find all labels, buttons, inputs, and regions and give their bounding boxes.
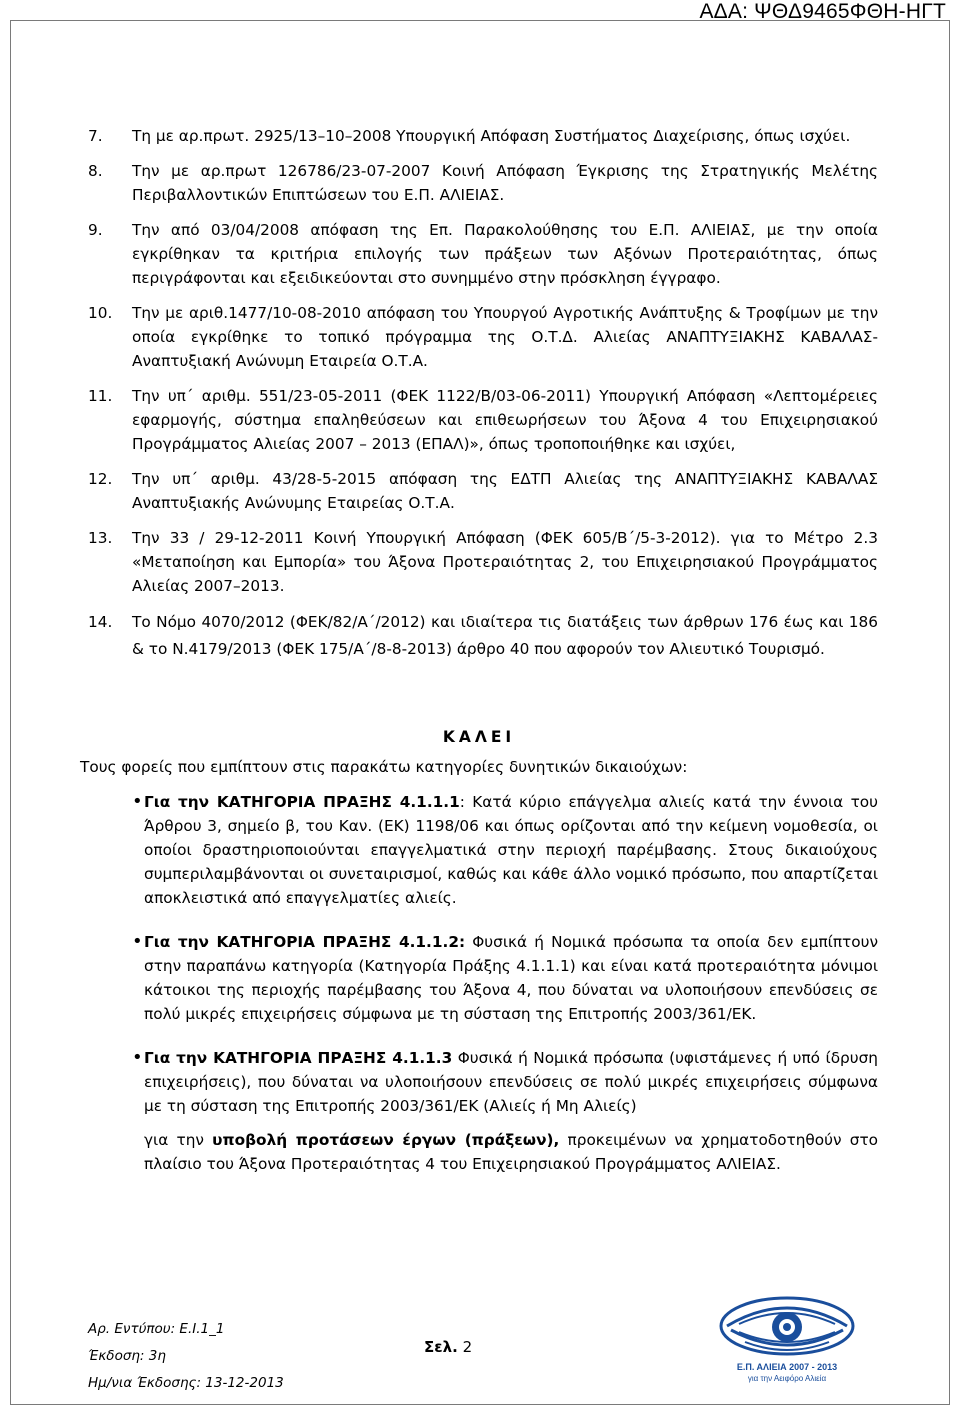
bullet-4-1-1-2 <box>88 930 878 1026</box>
list-item-8 <box>88 159 878 207</box>
list-item-13 <box>88 526 878 598</box>
page-value: 2 <box>462 1338 473 1356</box>
bullet-bold: Για την ΚΑΤΗΓΟΡΙΑ ΠΡΑΞΗΣ 4.1.1.1 <box>144 793 460 811</box>
kalei-heading: ΚΑΛΕΙ <box>442 728 516 746</box>
item-number: 13. <box>88 529 113 547</box>
document-body <box>80 124 879 1176</box>
item-number: 11. <box>88 387 113 405</box>
item-number: 14. <box>88 613 113 631</box>
item-number: 10. <box>88 304 113 322</box>
item-text: Την υπ΄ αριθμ. 551/23-05-2011 (ΦΕΚ 1122/Β/03-06-2011) Υπουργική Απόφαση «Λεπτομέρειες εφαρμογής, σύστημα επαληθεύσεων και επιθεωρήσεων του Άξονα 4 του Επιχειρησιακού Προγράμματος Αλιείας 2007 – 2013 (ΕΠΑΛ)», όπως τροποποιήθηκε και ισχύει, <box>132 387 878 453</box>
closing-pre: για την <box>144 1131 213 1149</box>
edition: Έκδοση: 3η <box>88 1348 166 1364</box>
kalei-intro: Τους φορείς που εμπίπτουν στις παρακάτω κατηγορίες δυνητικών δικαιούχων: <box>80 758 688 776</box>
item-number: 8. <box>88 162 103 180</box>
list-item-12 <box>88 467 878 515</box>
item-text: Την με αρ.πρωτ 126786/23-07-2007 Κοινή Απόφαση Έγκρισης της Στρατηγικής Μελέτης Περιβαλλοντικών Επιπτώσεων του Ε.Π. ΑΛΙΕΙΑΣ. <box>132 162 878 204</box>
bullet-bold: Για την ΚΑΤΗΓΟΡΙΑ ΠΡΑΞΗΣ 4.1.1.2: <box>144 933 466 951</box>
bullet-body: Φυσικά ή Νομικά πρόσωπα (υφιστάμενες ή υπό ίδρυση επιχειρήσεις), που δύναται να υλοποιήσουν επενδύσεις σε πολύ μικρές επιχειρήσεις σύμφωνα με τη σύσταση της Επιτροπής 2003/361/ΕΚ (Αλιείς ή Μη Αλιείς) <box>144 1049 878 1115</box>
list-item-9 <box>88 218 878 290</box>
bullet-dot: • <box>132 931 143 952</box>
bullet-4-1-1-1 <box>88 790 878 910</box>
bullet-text <box>144 1046 878 1118</box>
bullet-text <box>144 930 878 1026</box>
bullet-body: Φυσικά ή Νομικά πρόσωπα τα οποία δεν εμπίπτουν στην παραπάνω κατηγορία (Κατηγορία Πράξης 4.1.1.1) και είναι κατά προτεραιότητα μόνιμοι κάτοικοι της περιοχής παρέμβασης του Άξονα 4, που δύναται να υλοποιήσουν επενδύσεις σε πολύ μικρές επιχειρήσεις σύμφωνα με τη σύσταση της Επιτροπής 2003/361/ΕΚ. <box>144 933 878 1023</box>
list-item-10 <box>88 301 878 373</box>
closing-paragraph <box>88 1128 878 1176</box>
logo-subcaption: για την Αειφόρο Αλιεία <box>747 1374 827 1383</box>
closing-post: προκειμένων να χρηματοδοτηθούν στο πλαίσιο του Άξονα Προτεραιότητας 4 του Επιχειρησιακού Προγράμματος ΑΛΙΕΙΑΣ. <box>144 1131 879 1173</box>
ada-code: ΑΔΑ: ΨΘΔ9465ΦΘΗ-ΗΓΤ <box>699 0 946 23</box>
list-item-11 <box>88 384 878 456</box>
bullet-4-1-1-3 <box>88 1046 878 1118</box>
edition-date: Ημ/νια Έκδοσης: 13-12-2013 <box>88 1375 284 1391</box>
bullet-dot: • <box>132 791 143 812</box>
item-number: 12. <box>88 470 113 488</box>
bullet-body: : Κατά κύριο επάγγελμα αλιείς κατά την έννοια του Άρθρου 3, σημείο β, του Καν. (ΕΚ) 1198/06 και όπως ορίζονται από την κείμενη νομοθεσία, οι οποίοι δραστηριοποιούνται επαγγελματικά στην περιοχή παρέμβασης. Στους δικαιούχους συμπεριλαμβάνονται οι συνεταιρισμοί, καθώς και κάθε άλλο νομικό πρόσωπο, που απαρτίζεται αποκλειστικά από επαγγελματίες αλιείς. <box>144 793 878 907</box>
item-number: 7. <box>88 127 103 145</box>
page-number <box>424 1338 472 1356</box>
footer <box>88 1316 284 1397</box>
item-text: Το Νόμο 4070/2012 (ΦΕΚ/82/Α΄/2012) και ιδιαίτερα τις διατάξεις των άρθρων 176 έως και 186 & το Ν.4179/2013 (ΦΕΚ 175/Α΄/8-8-2013) άρθρο 40 που αφορούν τον Αλιευτικό Τουρισμό. <box>132 613 878 658</box>
bullet-text <box>144 790 878 910</box>
item-text: Την από 03/04/2008 απόφαση της Επ. Παρακολούθησης του Ε.Π. ΑΛΙΕΙΑΣ, με την οποία εγκρίθηκαν τα κριτήρια επιλογής των πράξεων των Αξόνων Προτεραιότητας, όπως περιγράφονται και εξειδικεύονται στο συνημμένο στην πρόσκληση έγγραφο. <box>132 221 878 287</box>
form-number: Αρ. Εντύπου: Ε.Ι.1_1 <box>88 1321 225 1337</box>
item-text: Την με αριθ.1477/10-08-2010 απόφαση του Υπουργού Αγροτικής Ανάπτυξης & Τροφίμων με την οποία εγκρίθηκε το τοπικό πρόγραμμα της Ο.Τ.Δ. Αλιείας ΑΝΑΠΤΥΞΙΑΚΗΣ ΚΑΒΑΛΑΣ-Αναπτυξιακή Ανώνυμη Εταιρεία Ο.Τ.Α. <box>132 304 878 370</box>
item-text: Την υπ΄ αριθμ. 43/28-5-2015 απόφαση της ΕΔΤΠ Αλιείας της ΑΝΑΠΤΥΞΙΑΚΗΣ ΚΑΒΑΛΑΣ Αναπτυξιακής Ανώνυμης Εταιρείας Ο.Τ.Α. <box>132 470 878 512</box>
item-text: Την 33 / 29-12-2011 Κοινή Υπουργική Απόφαση (ΦΕΚ 605/Β΄/5-3-2012). για το Μέτρο 2.3 «Μεταποίηση και Εμπορία» του Άξονα Προτεραιότητας 2, του Επιχειρησιακού Προγράμματος Αλιείας 2007–2013. <box>132 529 878 595</box>
closing-bold: υποβολή προτάσεων έργων (πράξεων), <box>212 1131 560 1149</box>
bullet-dot: • <box>132 1047 143 1068</box>
list-item-7 <box>88 124 878 148</box>
page-label: Σελ. <box>424 1338 458 1356</box>
logo-caption: Ε.Π. ΑΛΙΕΙΑ 2007 - 2013 <box>736 1362 838 1372</box>
item-text: Τη με αρ.πρωτ. 2925/13–10–2008 Υπουργική Απόφαση Συστήματος Διαχείρισης, όπως ισχύει. <box>132 127 851 145</box>
bullet-bold: Για την ΚΑΤΗΓΟΡΙΑ ΠΡΑΞΗΣ 4.1.1.3 <box>144 1049 453 1067</box>
program-logo <box>717 1296 857 1392</box>
item-number: 9. <box>88 221 103 239</box>
list-item-14 <box>88 609 878 663</box>
